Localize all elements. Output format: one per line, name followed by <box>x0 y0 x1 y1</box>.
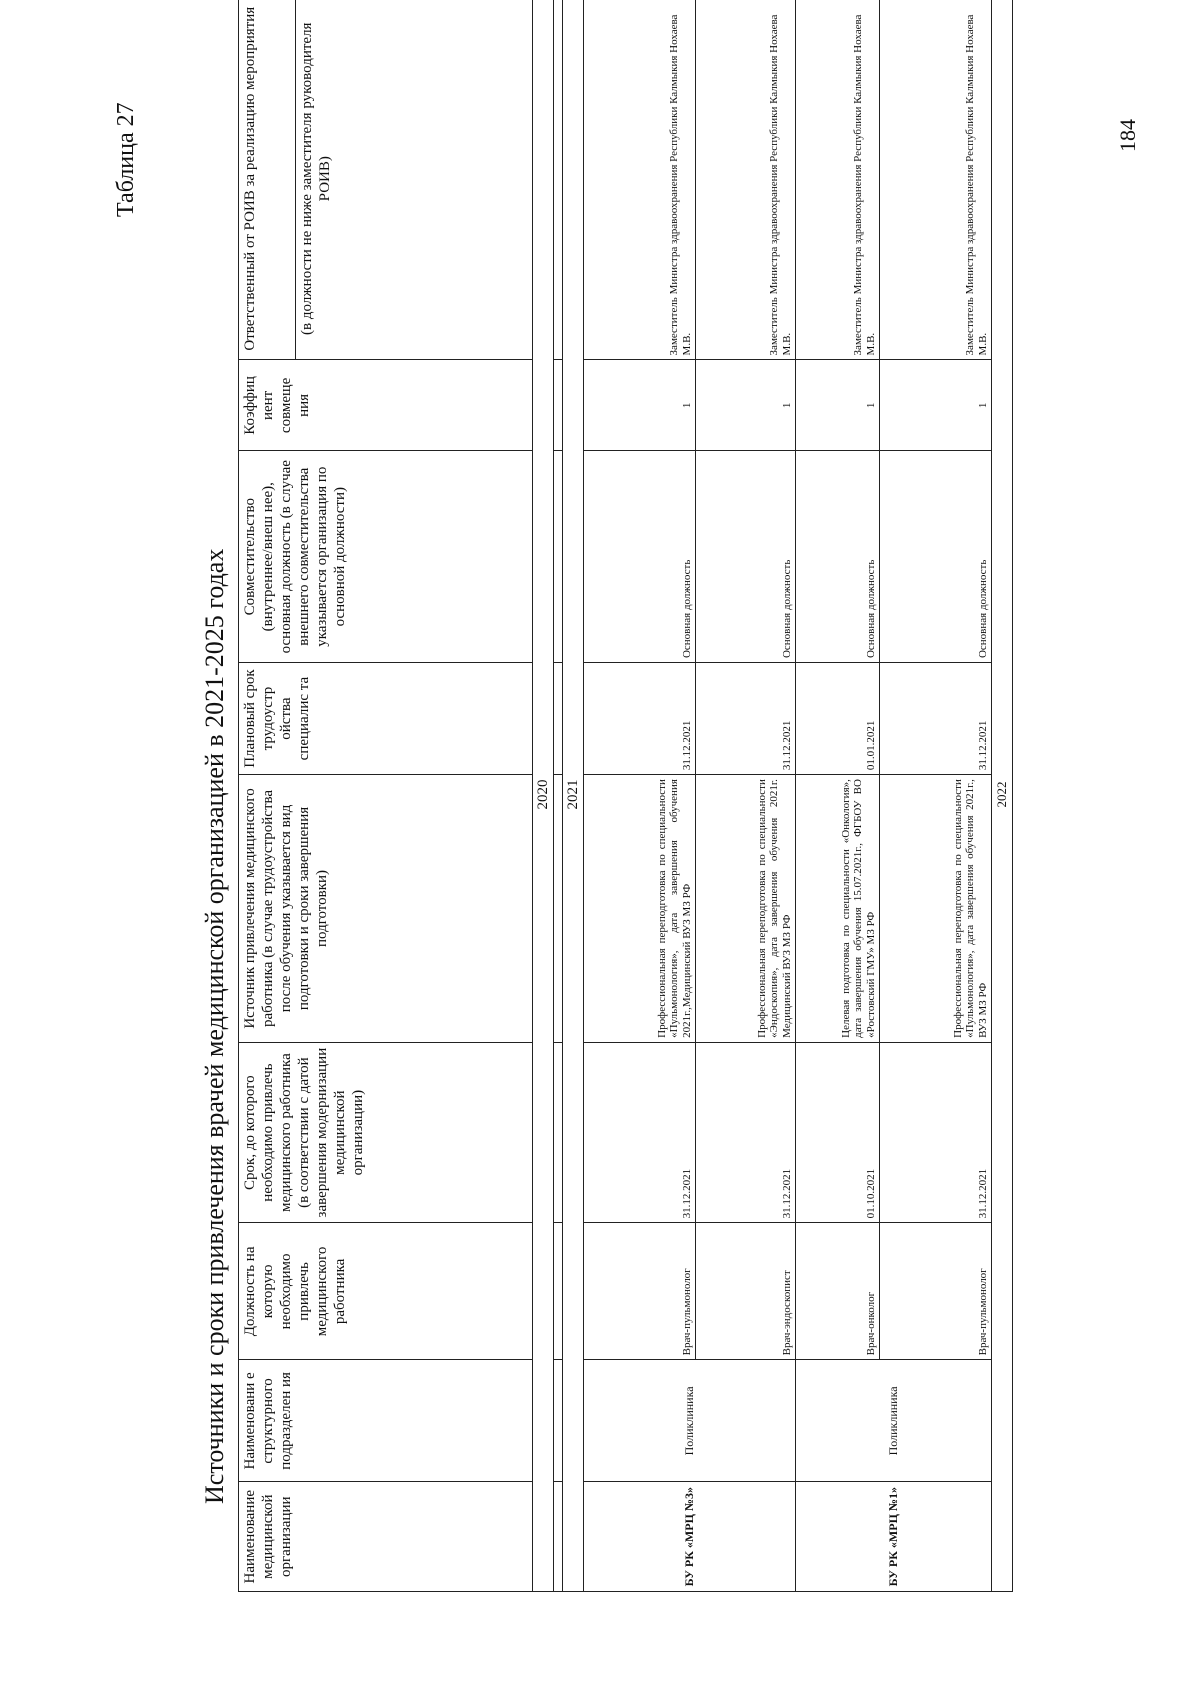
year-row-2021 <box>563 0 584 1592</box>
unit-name: Поликлиника <box>796 1360 992 1482</box>
org-name: БУ РК «МРЦ №3» <box>584 1482 796 1592</box>
unit-name: Поликлиника <box>584 1360 796 1482</box>
header-responsible-note: (в должности не ниже заместителя руководителя РОИВ) <box>296 0 533 360</box>
header-position: Должность на которую необходимо привлечь медицинского работника <box>239 1223 533 1360</box>
table-row <box>796 0 880 1592</box>
source-cell: Профессиональная переподготовка по специальности «Пульмонология», дата завершения обучения 2021г.,Медицинский ВУЗ МЗ РФ <box>584 775 696 1043</box>
deadline-cell: 01.10.2021 <box>796 1042 880 1223</box>
header-coef: Коэффиц иент совмеще ния <box>239 360 533 451</box>
combination-cell: Основная должность <box>696 451 796 663</box>
table-row <box>880 0 992 1592</box>
responsible-cell: Заместитель Министра здравоохранения Республики Калмыкия Нохаева М.В. <box>696 0 796 360</box>
year-2022: 2022 <box>992 0 1013 1592</box>
header-combination: Совместительство (внутреннее/внеш нее), основная должность (в случае внешнего совместительства указывается организация по основной должности) <box>239 451 533 663</box>
combination-cell: Основная должность <box>880 451 992 663</box>
source-cell: Целевая подготовка по специальности «Онкология», дата завершения обучения 15.07.2021г., ФГБОУ ВО «Ростовский ГМУ» МЗ РФ <box>796 775 880 1043</box>
position-cell: Врач-пульмонолог <box>584 1223 696 1360</box>
coef-cell: 1 <box>880 360 992 451</box>
planned-cell: 31.12.2021 <box>880 663 992 775</box>
header-org: Наименование медицинской организации <box>239 1482 533 1592</box>
combination-cell: Основная должность <box>796 451 880 663</box>
year-2021: 2021 <box>563 0 584 1592</box>
header-source: Источник привлечения медицинского работника (в случае трудоустройства после обучения указывается вид подготовки и сроки завершения подготовки) <box>239 775 533 1043</box>
deadline-cell: 31.12.2021 <box>584 1042 696 1223</box>
position-cell: Врач-онколог <box>796 1223 880 1360</box>
source-cell: Профессиональная переподготовка по специальности «Пульмонология», дата завершения обучения 2021г., ВУЗ МЗ РФ <box>880 775 992 1043</box>
org-name: БУ РК «МРЦ №1» <box>796 1482 992 1592</box>
responsible-cell: Заместитель Министра здравоохранения Республики Калмыкия Нохаева М.В. <box>796 0 880 360</box>
year-row-2022 <box>992 0 1013 1592</box>
position-cell: Врач-эндоскопист <box>696 1223 796 1360</box>
header-responsible: Ответственный от РОИВ за реализацию мероприятия <box>239 0 296 360</box>
staffing-table <box>238 0 1013 1592</box>
header-unit: Наименовани е структурного подразделен ия <box>239 1360 533 1482</box>
planned-cell: 31.12.2021 <box>696 663 796 775</box>
planned-cell: 31.12.2021 <box>584 663 696 775</box>
position-cell: Врач-пульмонолог <box>880 1223 992 1360</box>
year-2020: 2020 <box>533 0 554 1592</box>
table-row <box>584 0 696 1592</box>
responsible-cell: Заместитель Министра здравоохранения Республики Калмыкия Нохаева М.В. <box>880 0 992 360</box>
document-title: Источники и сроки привлечения врачей медицинской организацией в 2021-2025 годах <box>200 548 229 1504</box>
header-deadline: Срок, до которого необходимо привлечь медицинского работника (в соответствии с датой завершения модернизации медицинской организации) <box>239 1042 533 1223</box>
coef-cell: 1 <box>584 360 696 451</box>
page-number: 184 <box>1115 119 1140 152</box>
coef-cell: 1 <box>696 360 796 451</box>
planned-cell: 01.01.2021 <box>796 663 880 775</box>
coef-cell: 1 <box>796 360 880 451</box>
source-cell: Профессиональная переподготовка по специальности «Эндоскопия», дата завершения обучения 2021г. Медицинский ВУЗ МЗ РФ <box>696 775 796 1043</box>
header-row <box>239 0 296 1592</box>
year-row-2020 <box>533 0 554 1592</box>
combination-cell: Основная должность <box>584 451 696 663</box>
deadline-cell: 31.12.2021 <box>696 1042 796 1223</box>
spacer-row <box>554 0 563 1592</box>
responsible-cell: Заместитель Министра здравоохранения Республики Калмыкия Нохаева М.В. <box>584 0 696 360</box>
header-planned: Плановый срок трудоустр ойства специалис та <box>239 663 533 775</box>
table-label: Таблица 27 <box>113 102 139 217</box>
deadline-cell: 31.12.2021 <box>880 1042 992 1223</box>
table-row <box>696 0 796 1592</box>
